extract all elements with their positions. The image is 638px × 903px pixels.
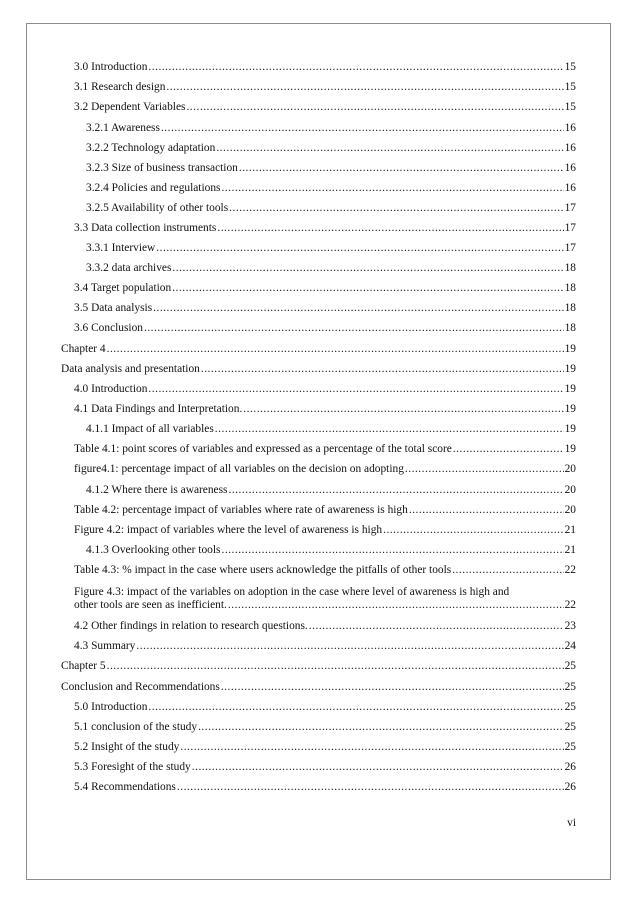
dot-leader <box>215 423 564 436</box>
dot-leader <box>136 640 563 653</box>
dot-leader <box>192 761 564 774</box>
dot-leader <box>452 564 563 577</box>
toc-entry[interactable] <box>74 81 576 94</box>
toc-entry-page: 21 <box>564 544 576 556</box>
toc-entry-page: 18 <box>564 322 576 334</box>
dot-leader <box>153 302 563 315</box>
toc-entry[interactable] <box>74 701 576 714</box>
toc-entry[interactable] <box>86 142 576 155</box>
dot-leader <box>148 61 563 74</box>
dot-leader <box>172 262 563 275</box>
toc-entry[interactable] <box>61 660 576 673</box>
toc-entry[interactable] <box>86 423 576 436</box>
toc-entry-label: 5.2 Insight of the study <box>74 741 180 753</box>
toc-entry[interactable] <box>74 101 576 114</box>
toc-entry-page: 16 <box>564 122 576 134</box>
toc-entry-label: 3.2.1 Awareness <box>86 122 160 134</box>
toc-entry[interactable] <box>86 162 576 175</box>
dot-leader <box>166 81 563 94</box>
toc-entry-label: 4.1.1 Impact of all variables <box>86 423 214 435</box>
toc-entry-page: 26 <box>564 761 576 773</box>
toc-entry[interactable] <box>86 262 576 275</box>
toc-entry[interactable] <box>61 363 576 376</box>
toc-entry[interactable] <box>61 681 576 694</box>
toc-entry-label: Figure 4.3: impact of the variables on adoption in the case where level of awareness is high and <box>74 586 510 598</box>
toc-entry-page: 22 <box>564 564 576 576</box>
toc-entry-label: 3.6 Conclusion <box>74 322 143 334</box>
dot-leader <box>453 443 564 456</box>
toc-entry-page: 16 <box>564 142 576 154</box>
toc-entry-page: 15 <box>564 61 576 73</box>
toc-entry[interactable] <box>74 383 576 396</box>
toc-entry-label: Table 4.2: percentage impact of variables where rate of awareness is high <box>74 504 408 516</box>
toc-entry[interactable] <box>86 182 576 195</box>
dot-leader <box>144 322 564 335</box>
toc-entry-page: 19 <box>564 363 576 375</box>
toc-entry[interactable] <box>74 504 576 517</box>
toc-entry-label: 5.0 Introduction <box>74 701 148 713</box>
toc-entry[interactable] <box>74 443 576 456</box>
toc-entry-page: 20 <box>564 484 576 496</box>
toc-entry[interactable] <box>86 242 576 255</box>
toc-entry-page: 25 <box>564 660 576 672</box>
toc-entry[interactable] <box>74 586 576 612</box>
toc-entry[interactable] <box>74 403 576 416</box>
toc-entry[interactable] <box>74 620 576 633</box>
toc-entry-label: 5.4 Recommendations <box>74 781 176 793</box>
toc-entry-page: 17 <box>564 202 576 214</box>
toc-entry-label: 3.2 Dependent Variables <box>74 101 186 113</box>
toc-entry[interactable] <box>74 721 576 734</box>
toc-entry[interactable] <box>74 524 576 537</box>
toc-entry-page: 26 <box>564 781 576 793</box>
toc-entry-page: 24 <box>564 640 576 652</box>
toc-entry-label: 4.1 Data Findings and Interpretation. <box>74 403 243 415</box>
toc-entry-page: 20 <box>564 504 576 516</box>
toc-entry[interactable] <box>74 761 576 774</box>
dot-leader <box>107 343 564 356</box>
dot-leader <box>148 701 563 714</box>
toc-entry-page: 18 <box>564 282 576 294</box>
toc-entry-label: 3.1 Research design <box>74 81 166 93</box>
toc-entry-label: 3.0 Introduction <box>74 61 148 73</box>
toc-entry[interactable] <box>74 781 576 794</box>
dot-leader <box>198 721 564 734</box>
toc-entry-label: 3.3 Data collection instruments <box>74 222 217 234</box>
dot-leader <box>228 599 564 612</box>
dot-leader <box>180 741 563 754</box>
toc-entry-label-continued: other tools are seen as inefficient. <box>74 599 227 611</box>
toc-entry[interactable] <box>86 202 576 215</box>
dot-leader <box>405 463 564 476</box>
toc-entry-page: 25 <box>564 701 576 713</box>
toc-entry[interactable] <box>74 61 576 74</box>
toc-entry-label: 3.2.4 Policies and regulations <box>86 182 221 194</box>
toc-entry-label: 3.4 Target population <box>74 282 172 294</box>
toc-entry[interactable] <box>74 302 576 315</box>
toc-entry-label: Table 4.3: % impact in the case where users acknowledge the pitfalls of other tools <box>74 564 452 576</box>
toc-entry-label: Figure 4.2: impact of variables where the level of awareness is high <box>74 524 383 536</box>
toc-entry[interactable] <box>86 122 576 135</box>
dot-leader <box>161 122 564 135</box>
toc-entry-label: Conclusion and Recommendations <box>61 681 220 693</box>
dot-leader <box>221 544 563 557</box>
toc-entry-label: 3.2.5 Availability of other tools <box>86 202 229 214</box>
toc-entry[interactable] <box>74 640 576 653</box>
dot-leader <box>217 222 563 235</box>
toc-entry-page: 17 <box>564 242 576 254</box>
toc-entry-label: 3.5 Data analysis <box>74 302 153 314</box>
toc-entry-page: 19 <box>564 383 576 395</box>
dot-leader <box>221 182 563 195</box>
dot-leader <box>239 162 564 175</box>
toc-entry-page: 18 <box>564 302 576 314</box>
toc-entry[interactable] <box>74 282 576 295</box>
dot-leader <box>172 282 563 295</box>
toc-entry-page: 18 <box>564 262 576 274</box>
dot-leader <box>309 620 564 633</box>
toc-entry-page: 16 <box>564 162 576 174</box>
dot-leader <box>107 660 564 673</box>
toc-entry-label: 3.3.1 Interview <box>86 242 156 254</box>
toc-entry-label: 4.1.2 Where there is awareness <box>86 484 228 496</box>
toc-entry-label: 5.3 Foresight of the study <box>74 761 191 773</box>
toc-entry-page: 21 <box>564 524 576 536</box>
toc-entry-page: 25 <box>564 681 576 693</box>
dot-leader <box>228 484 563 497</box>
toc-entry-page: 15 <box>564 101 576 113</box>
toc-entry-page: 17 <box>564 222 576 234</box>
toc-entry-label: 5.1 conclusion of the study <box>74 721 198 733</box>
dot-leader <box>409 504 564 517</box>
toc-entry-page: 19 <box>564 403 576 415</box>
toc-entry-page: 16 <box>564 182 576 194</box>
toc-entry[interactable] <box>74 741 576 754</box>
toc-entry[interactable] <box>74 322 576 335</box>
toc-entry-label: 4.3 Summary <box>74 640 136 652</box>
toc-entry-page: 20 <box>564 463 576 475</box>
dot-leader <box>243 403 563 416</box>
toc-entry-label: 4.0 Introduction <box>74 383 148 395</box>
toc-entry-label: 4.1.3 Overlooking other tools <box>86 544 221 556</box>
toc-entry-page: 25 <box>564 741 576 753</box>
dot-leader <box>216 142 563 155</box>
dot-leader <box>156 242 563 255</box>
dot-leader <box>186 101 563 114</box>
toc-entry[interactable] <box>86 544 576 557</box>
toc-entry-label: Chapter 4 <box>61 343 106 355</box>
toc-entry-label: Chapter 5 <box>61 660 106 672</box>
toc-entry-page: 19 <box>564 423 576 435</box>
toc-entry-page: 15 <box>564 81 576 93</box>
dot-leader <box>229 202 563 215</box>
toc-entry-label: 3.2.3 Size of business transaction <box>86 162 238 174</box>
toc-entry[interactable] <box>74 222 576 235</box>
toc-entry[interactable] <box>74 463 576 476</box>
dot-leader <box>148 383 563 396</box>
toc-entry[interactable] <box>86 484 576 497</box>
toc-entry-label: 3.2.2 Technology adaptation <box>86 142 216 154</box>
dot-leader <box>221 681 564 694</box>
toc-entry-page: 19 <box>564 443 576 455</box>
toc-entry-label: figure4.1: percentage impact of all variables on the decision on adopting <box>74 463 404 475</box>
dot-leader <box>177 781 564 794</box>
toc-entry-page: 19 <box>564 343 576 355</box>
toc-entry-label: Table 4.1: point scores of variables and expressed as a percentage of the total score <box>74 443 452 455</box>
dot-leader <box>201 363 564 376</box>
toc-entry-page: 23 <box>564 620 576 632</box>
dot-leader <box>383 524 564 537</box>
toc-entry[interactable] <box>74 564 576 577</box>
toc-entry-label: Data analysis and presentation <box>61 363 200 375</box>
page-number: vi <box>567 817 576 829</box>
toc-entry-page: 22 <box>564 599 576 611</box>
toc-entry-page: 25 <box>564 721 576 733</box>
toc-entry-label: 3.3.2 data archives <box>86 262 172 274</box>
toc-entry[interactable] <box>61 343 576 356</box>
toc-entry-label: 4.2 Other findings in relation to research questions. <box>74 620 308 632</box>
